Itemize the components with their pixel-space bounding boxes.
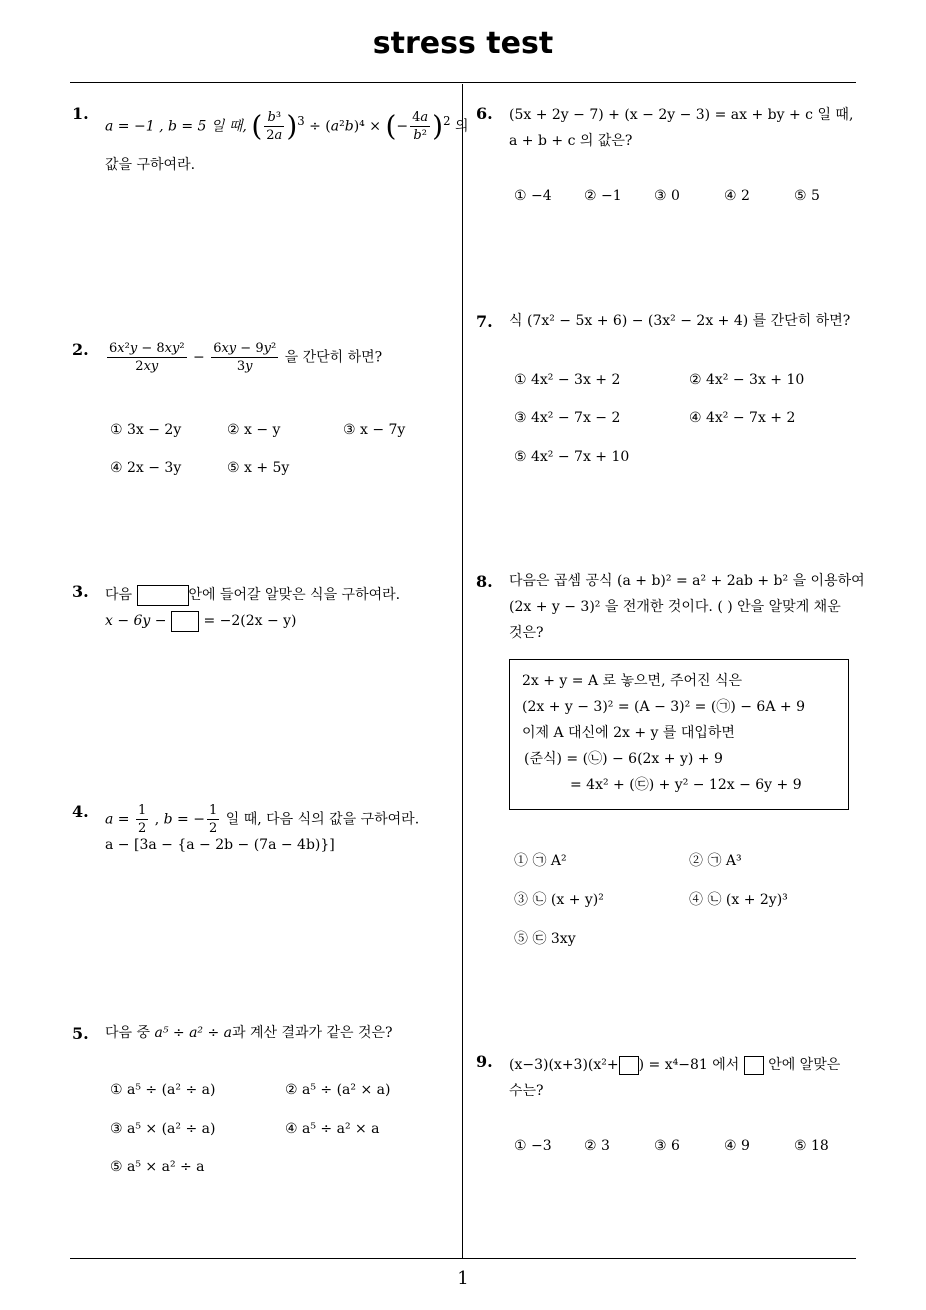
q3-pre: 다음 <box>105 587 133 603</box>
q5-stem-expr: a⁵ ÷ a² ÷ a <box>154 1025 233 1041</box>
q2-option-4[interactable]: ④ 2x − 3y <box>110 460 182 476</box>
q9-option-5[interactable]: ⑤ 18 <box>794 1138 829 1154</box>
q6-number: 6. <box>476 104 493 123</box>
q9-line1-part1: (x−3)(x+3)(x²+ <box>509 1057 619 1073</box>
page-title: stress test <box>372 26 554 61</box>
q3-eq-right: = −2(2x − y) <box>203 613 297 629</box>
q8-box-line5: = 4x² + (㉢) + y² − 12x − 6y + 9 <box>570 777 802 793</box>
q9-blank-box-1 <box>619 1056 639 1075</box>
q9-blank-box-2 <box>744 1056 764 1075</box>
q8-box-line1: 2x + y = A 로 놓으면, 주어진 식은 <box>522 673 743 689</box>
q6-option-4[interactable]: ④ 2 <box>724 188 750 204</box>
q8-line2: (2x + y − 3)² 을 전개한 것이다. ( ) 안을 알맞게 채운 <box>509 599 841 615</box>
q2-expression: $\frac{\text{6x²y − 8xy²}}{2xy}$ − $\frac{\text{6xy − 9y²}}{3y}$ 을 간단히 하면? <box>109 341 383 374</box>
q5-stem-post: 과 계산 결과가 같은 것은? <box>232 1025 393 1041</box>
q3-post: 안에 들어갈 알맞은 식을 구하여라. <box>188 587 401 603</box>
q8-option-1[interactable]: ① ㉠ A² <box>514 853 567 869</box>
page-number: 1 <box>457 1268 469 1289</box>
q1-tail: 의 <box>454 118 469 135</box>
q5-option-3[interactable]: ③ a⁵ × (a² ÷ a) <box>110 1121 216 1137</box>
q1-expression: a = −1 , b = 5 일 때, ( $\frac{\text{b³}}{2a}$ )$^3$ ÷ (a²b)⁴ × (− $\frac{4a}{\text{b²}}$ )$^2$ 의 <box>105 109 469 144</box>
q9-option-1[interactable]: ① −3 <box>514 1138 552 1154</box>
q4-condition: a = $\frac{1}{2}$ , b = − $\frac{1}{2}$ 일 때, 다음 식의 값을 구하여라. <box>105 803 420 836</box>
q8-box-line2: (2x + y − 3)² = (A − 3)² = (㉠) − 6A + 9 <box>522 699 805 715</box>
q9-line1-part3: 안에 알맞은 <box>768 1057 841 1073</box>
q7-number: 7. <box>476 312 493 331</box>
q9-option-2[interactable]: ② 3 <box>584 1138 610 1154</box>
q7-line1: 식 (7x² − 5x + 6) − (3x² − 2x + 4) 를 간단히 하면? <box>509 313 851 329</box>
q6-option-5[interactable]: ⑤ 5 <box>794 188 820 204</box>
q8-number: 8. <box>476 572 493 591</box>
q7-option-5[interactable]: ⑤ 4x² − 7x + 10 <box>514 449 630 465</box>
q2-option-2[interactable]: ② x − y <box>227 422 281 438</box>
q8-option-3[interactable]: ③ ㉡ (x + y)² <box>514 892 604 908</box>
q6-line1: (5x + 2y − 7) + (x − 2y − 3) = ax + by + c 일 때, <box>509 107 854 123</box>
q8-box-line4: (준식) = (㉡) − 6(2x + y) + 9 <box>524 751 723 767</box>
q1-line2: 값을 구하여라. <box>105 157 196 173</box>
q5-option-4[interactable]: ④ a⁵ ÷ a² × a <box>285 1121 380 1137</box>
q4-expr: a − [3a − {a − 2b − (7a − 4b)}] <box>105 837 335 853</box>
q3-blank-box <box>137 585 189 606</box>
q2-number: 2. <box>72 340 89 359</box>
q9-option-4[interactable]: ④ 9 <box>724 1138 750 1154</box>
q9-number: 9. <box>476 1052 493 1071</box>
q8-option-5[interactable]: ⑤ ㉢ 3xy <box>514 931 576 947</box>
q3-eq-blank <box>171 611 199 632</box>
q3-stem <box>105 582 400 608</box>
q9-option-3[interactable]: ③ 6 <box>654 1138 680 1154</box>
q8-option-4[interactable]: ④ ㉡ (x + 2y)³ <box>689 892 788 908</box>
q7-option-1[interactable]: ① 4x² − 3x + 2 <box>514 372 621 388</box>
q8-line3: 것은? <box>509 625 544 641</box>
q2-option-3[interactable]: ③ x − 7y <box>343 422 406 438</box>
q8-line1: 다음은 곱셈 공식 (a + b)² = a² + 2ab + b² 을 이용하여 <box>509 573 865 589</box>
q8-box-line3: 이제 A 대신에 2x + y 를 대입하면 <box>522 725 735 741</box>
q4-number: 4. <box>72 802 89 821</box>
q5-stem <box>105 1020 393 1046</box>
q1-number: 1. <box>72 104 89 123</box>
q2-option-1[interactable]: ① 3x − 2y <box>110 422 182 438</box>
q3-eq-left: x − 6y − <box>105 613 167 629</box>
q5-option-1[interactable]: ① a⁵ ÷ (a² ÷ a) <box>110 1082 216 1098</box>
q3-equation <box>105 608 297 634</box>
q2-option-5[interactable]: ⑤ x + 5y <box>227 460 290 476</box>
q9-line1 <box>509 1052 840 1078</box>
q7-option-2[interactable]: ② 4x² − 3x + 10 <box>689 372 805 388</box>
q6-option-3[interactable]: ③ 0 <box>654 188 680 204</box>
q3-number: 3. <box>72 582 89 601</box>
q2-tail: 을 간단히 하면? <box>284 349 383 366</box>
q7-option-4[interactable]: ④ 4x² − 7x + 2 <box>689 410 796 426</box>
q9-line1-part2: ) = x⁴−81 에서 <box>638 1057 740 1073</box>
column-divider <box>462 84 463 1258</box>
q7-option-3[interactable]: ③ 4x² − 7x − 2 <box>514 410 621 426</box>
footer-rule <box>70 1258 856 1259</box>
q4-tail: 일 때, 다음 식의 값을 구하여라. <box>225 811 420 828</box>
q5-option-2[interactable]: ② a⁵ ÷ (a² × a) <box>285 1082 391 1098</box>
q5-option-5[interactable]: ⑤ a⁵ × a² ÷ a <box>110 1159 205 1175</box>
q8-solution-box <box>509 659 849 810</box>
q5-number: 5. <box>72 1024 89 1043</box>
q9-line2: 수는? <box>509 1083 544 1099</box>
q6-option-2[interactable]: ② −1 <box>584 188 622 204</box>
q6-option-1[interactable]: ① −4 <box>514 188 552 204</box>
q6-line2: a + b + c 의 값은? <box>509 133 633 149</box>
header-rule <box>70 82 856 83</box>
q5-stem-pre: 다음 중 <box>105 1025 151 1041</box>
q1-condition: a = −1 , b = 5 일 때, <box>105 118 247 135</box>
q8-option-2[interactable]: ② ㉠ A³ <box>689 853 742 869</box>
